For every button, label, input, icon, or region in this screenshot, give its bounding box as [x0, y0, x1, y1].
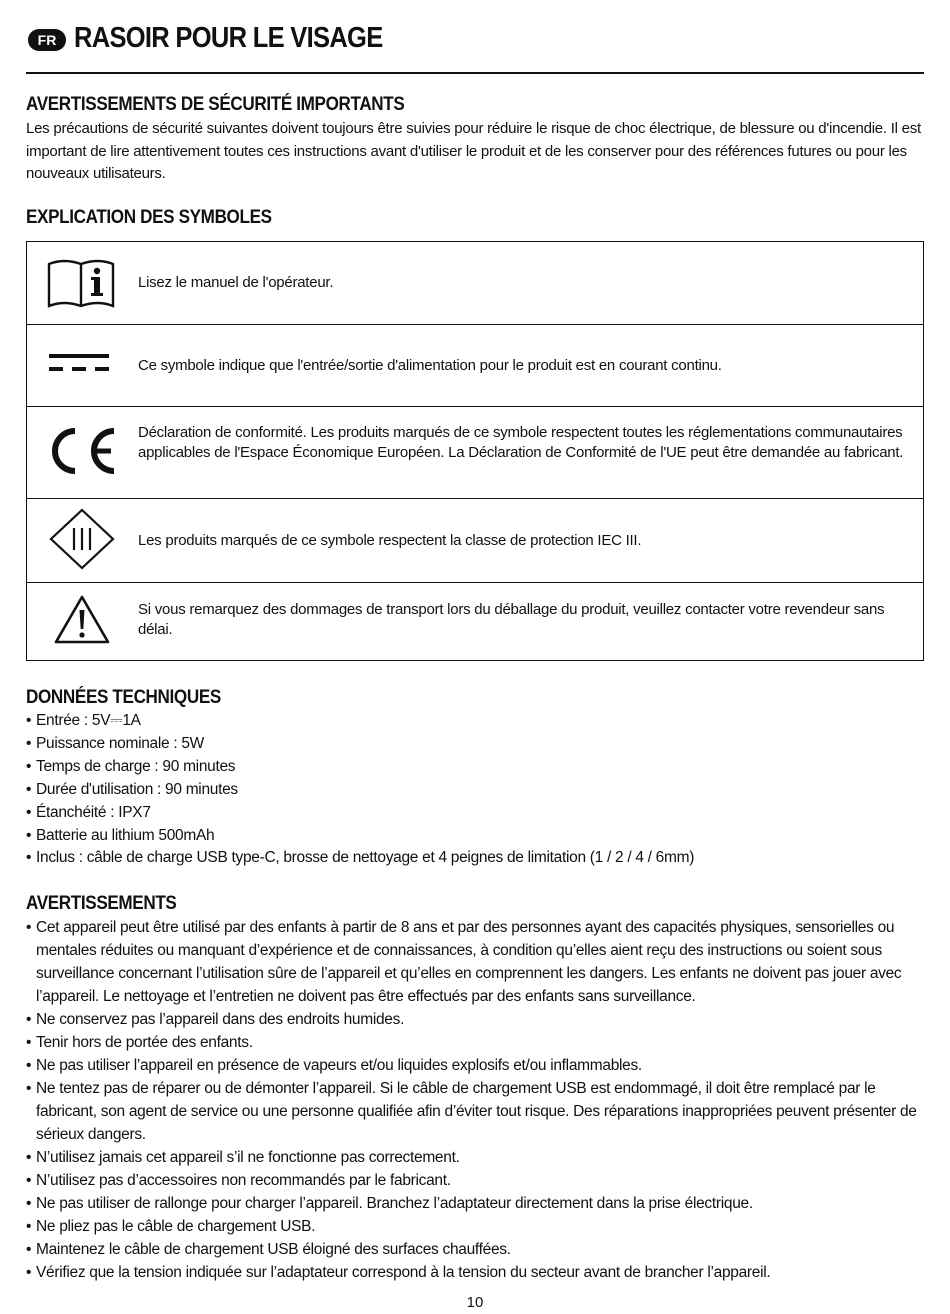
list-item: • Durée d'utilisation : 90 minutes: [26, 779, 924, 802]
ce-mark-icon: [47, 426, 119, 481]
list-item: • Ne conservez pas l’appareil dans des endroits humides.: [26, 1008, 924, 1031]
tech-heading: DONNÉES TECHNIQUES: [26, 687, 221, 708]
symbol-text-dc: Ce symbole indique que l'entrée/sortie d'alimentation pour le produit est en courant continu.: [138, 357, 722, 374]
direct-current-icon: [47, 352, 111, 381]
list-item: • Cet appareil peut être utilisé par des enfants à partir de 8 ans et par des personnes ayant des capacités physiques, sensorielles ou mentales réduites ou manquant d’expérience et de connaissances, à condition qu’elles aient reçu des instructions ou soient sous surveillance concernant l’utilisation sûre de l’appareil et qu’elles en comprennent les dangers. Les enfants ne doivent pas jouer avec l’appareil. Le nettoyage et l’entretien ne doivent pas être effectués par des enfants sans surveillance.: [26, 916, 924, 1008]
tech-list: [26, 710, 924, 870]
symbol-row-dc: [27, 324, 923, 407]
list-item: • Ne pas utiliser l’appareil en présence de vapeurs et/ou liquides explosifs et/ou inflammables.: [26, 1054, 924, 1077]
symbol-row-warning: [27, 582, 923, 660]
list-item: • Entrée : 5V⎓1A: [26, 710, 924, 733]
warning-triangle-icon: [53, 594, 111, 651]
list-item: • Vérifiez que la tension indiquée sur l’adaptateur correspond à la tension du secteur avant de brancher l’appareil.: [26, 1261, 924, 1284]
symbol-row-class3: [27, 498, 923, 583]
list-item: • Temps de charge : 90 minutes: [26, 756, 924, 779]
list-item: • Puissance nominale : 5W: [26, 733, 924, 756]
manual-info-icon: [47, 256, 115, 317]
symbol-text-manual: Lisez le manuel de l'opérateur.: [138, 274, 334, 291]
list-item: • Tenir hors de portée des enfants.: [26, 1031, 924, 1054]
list-item: • N’utilisez jamais cet appareil s’il ne fonctionne pas correctement.: [26, 1146, 924, 1169]
safety-paragraph: Les précautions de sécurité suivantes doivent toujours être suivies pour réduire le risque de choc électrique, de blessure ou d'incendie. Il est important de lire attentivement toutes ces instructions avant d'utiliser le produit et de les conserver pour des références futures ou pour les nouveaux utilisateurs.: [26, 120, 921, 182]
protection-class-iii-icon: [49, 508, 115, 575]
symbol-row-ce: [27, 406, 923, 499]
list-item: • Étanchéité : IPX7: [26, 802, 924, 825]
list-item: • Maintenez le câble de chargement USB éloigné des surfaces chauffées.: [26, 1238, 924, 1261]
warnings-list: [26, 916, 924, 1284]
symbol-text-warning: Si vous remarquez des dommages de transport lors du déballage du produit, veuillez contacter votre revendeur sans délai.: [138, 601, 885, 638]
list-item: • Ne tentez pas de réparer ou de démonter l’appareil. Si le câble de chargement USB est endommagé, il doit être remplacé par le fabricant, son agent de service ou une personne qualifiée afin d’éviter tout risque. Des réparations inappropriées peuvent présenter de sérieux dangers.: [26, 1077, 924, 1146]
safety-heading: AVERTISSEMENTS DE SÉCURITÉ IMPORTANTS: [26, 94, 405, 115]
symbols-table: [26, 241, 924, 661]
list-item: • Batterie au lithium 500mAh: [26, 825, 924, 848]
warnings-heading: AVERTISSEMENTS: [26, 893, 177, 914]
list-item: • N’utilisez pas d’accessoires non recommandés par le fabricant.: [26, 1169, 924, 1192]
symbol-text-ce: Déclaration de conformité. Les produits marqués de ce symbole respectent toutes les réglementations communautaires applicables de l'Espace Économique Européen. La Déclaration de Conformité de l'UE peut être demandée au fabricant.: [138, 424, 904, 461]
symbol-text-class3: Les produits marqués de ce symbole respectent la classe de protection IEC III.: [138, 532, 642, 549]
language-badge: FR: [28, 29, 66, 51]
page-number: 10: [466, 1294, 484, 1311]
symbol-row-manual: [27, 242, 923, 325]
list-item: • Inclus : câble de charge USB type-C, brosse de nettoyage et 4 peignes de limitation (1 / 2 / 4 / 6mm): [26, 847, 924, 870]
page-header: [26, 22, 924, 74]
page-title: RASOIR POUR LE VISAGE: [74, 22, 383, 54]
symbols-heading: EXPLICATION DES SYMBOLES: [26, 207, 272, 228]
list-item: • Ne pliez pas le câble de chargement USB.: [26, 1215, 924, 1238]
list-item: • Ne pas utiliser de rallonge pour charger l’appareil. Branchez l’adaptateur directement dans la prise électrique.: [26, 1192, 924, 1215]
